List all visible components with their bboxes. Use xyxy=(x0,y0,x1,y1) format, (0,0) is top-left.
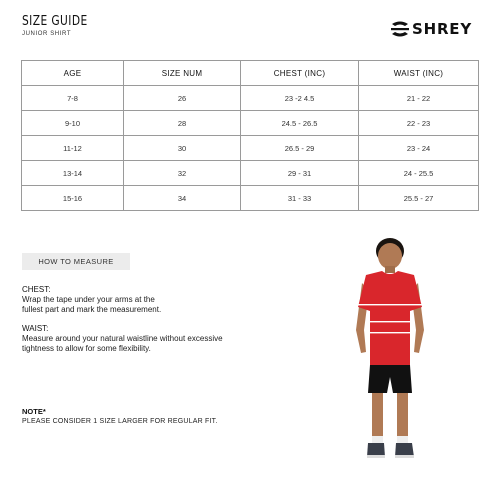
table-cell: 9-10 xyxy=(22,111,124,136)
page-subtitle: JUNIOR SHIRT xyxy=(22,31,72,37)
table-row xyxy=(22,136,479,161)
how-to-measure-label: HOW TO MEASURE xyxy=(22,253,130,270)
shrey-logo-icon xyxy=(390,20,410,38)
note-text: PLEASE CONSIDER 1 SIZE LARGER FOR REGULAR FIT. xyxy=(22,418,218,425)
table-cell: 24 - 25.5 xyxy=(359,161,479,186)
table-cell: 29 - 31 xyxy=(241,161,359,186)
table-cell: 23 -2 4.5 xyxy=(241,86,359,111)
waist-instructions xyxy=(22,324,262,354)
size-chart-table xyxy=(21,60,479,211)
chest-text-line-2: fullest part and mark the measurement. xyxy=(22,305,162,314)
table-cell: 25.5 - 27 xyxy=(359,186,479,211)
chest-instructions xyxy=(22,285,192,315)
table-cell: 26 xyxy=(124,86,241,111)
table-cell: 24.5 - 26.5 xyxy=(241,111,359,136)
table-cell: 13-14 xyxy=(22,161,124,186)
table-cell: 32 xyxy=(124,161,241,186)
column-header-waist: WAIST (INC) xyxy=(359,61,479,86)
waist-heading: WAIST: xyxy=(22,324,49,333)
table-cell: 26.5 - 29 xyxy=(241,136,359,161)
note-heading: NOTE* xyxy=(22,407,46,416)
chest-text-line-1: Wrap the tape under your arms at the xyxy=(22,295,155,304)
table-cell: 28 xyxy=(124,111,241,136)
table-cell: 22 - 23 xyxy=(359,111,479,136)
fit-note xyxy=(22,407,282,427)
table-cell: 31 - 33 xyxy=(241,186,359,211)
column-header-size-num: SIZE NUM xyxy=(124,61,241,86)
table-cell: 23 - 24 xyxy=(359,136,479,161)
waist-text-line-2: tightness to allow for some flexibility. xyxy=(22,344,151,353)
column-header-chest: CHEST (INC) xyxy=(241,61,359,86)
table-cell: 30 xyxy=(124,136,241,161)
brand-logo xyxy=(390,19,472,39)
brand-name: SHREY xyxy=(412,20,473,38)
table-cell: 34 xyxy=(124,186,241,211)
page-title: SIZE GUIDE xyxy=(22,14,88,29)
table-cell: 11-12 xyxy=(22,136,124,161)
table-row xyxy=(22,161,479,186)
table-cell: 21 - 22 xyxy=(359,86,479,111)
table-cell: 7-8 xyxy=(22,86,124,111)
table-row xyxy=(22,111,479,136)
table-header-row xyxy=(22,61,479,86)
model-photo xyxy=(352,235,428,463)
column-header-age: AGE xyxy=(22,61,124,86)
waist-text-line-1: Measure around your natural waistline without excessive xyxy=(22,334,223,343)
table-cell: 15-16 xyxy=(22,186,124,211)
table-row xyxy=(22,86,479,111)
chest-heading: CHEST: xyxy=(22,285,51,294)
table-row xyxy=(22,186,479,211)
